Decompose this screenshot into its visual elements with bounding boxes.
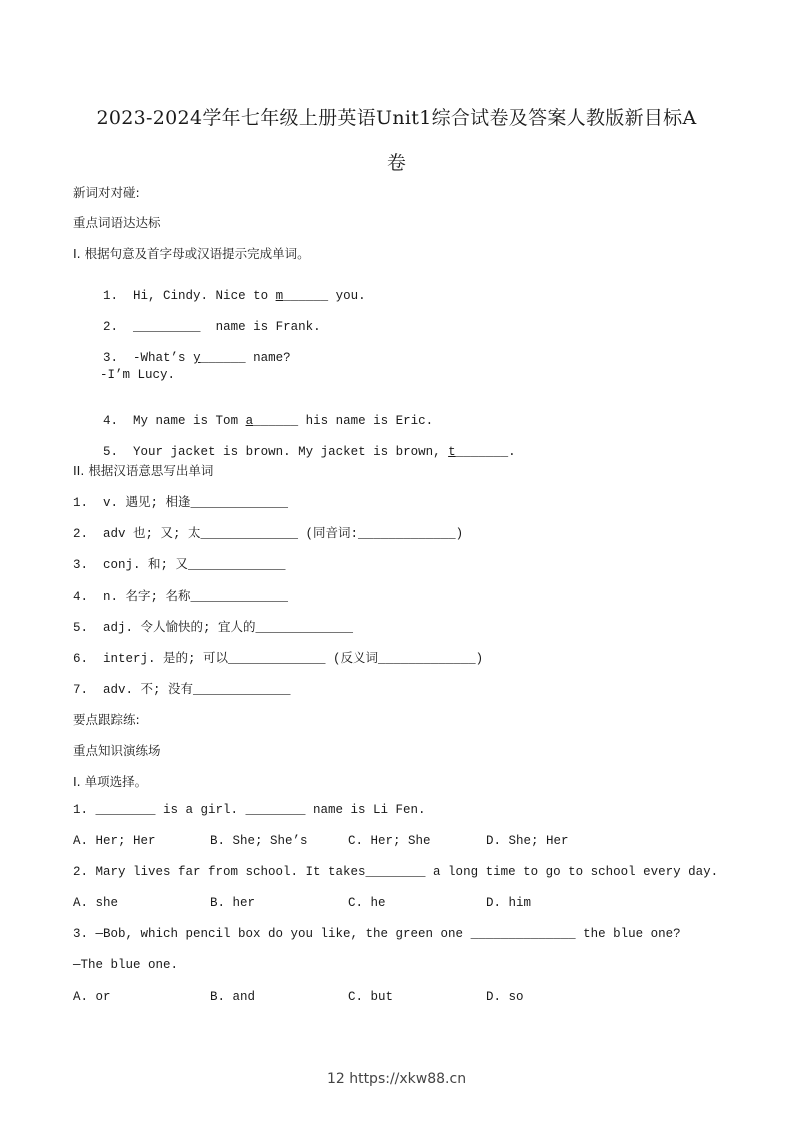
section-practice: 要点跟踪练:	[73, 712, 140, 727]
section-key-words: 重点词语达达标	[73, 215, 161, 230]
initial-letter-hint: a	[245, 414, 254, 428]
part2-item	[73, 679, 291, 697]
part2-item	[73, 586, 288, 604]
item-text: -What’s	[133, 351, 194, 365]
part2-item	[73, 648, 483, 666]
part2-item	[73, 617, 353, 635]
item-text: adj. 令人愉快的; 宜人的_____________	[103, 621, 354, 635]
item-text: Hi, Cindy. Nice to	[133, 289, 276, 303]
item-number: 4.	[73, 590, 89, 604]
answer-blank[interactable]: ______	[283, 289, 329, 303]
initial-letter-hint: y	[193, 351, 201, 365]
item-number: 4.	[103, 414, 119, 428]
question-stem: 3. —Bob, which pencil box do you like, the green one ______________ the blue one?	[73, 927, 681, 941]
section-new-words: 新词对对碰:	[73, 185, 140, 200]
item-number: 1.	[103, 289, 119, 303]
page-footer: 12 https://xkw88.cn	[326, 1071, 467, 1087]
section-knowledge: 重点知识演练场	[73, 743, 161, 758]
option-b[interactable]: B. She; She’s	[210, 834, 308, 848]
item-number: 3.	[73, 558, 89, 572]
document-title-line2: 卷	[386, 152, 407, 174]
question-stem: 1. ________ is a girl. ________ name is Li Fen.	[73, 803, 426, 817]
item-text: name?	[245, 351, 291, 365]
answer-blank[interactable]: ______	[200, 351, 246, 365]
item-text: you.	[328, 289, 366, 303]
part2-item	[73, 554, 286, 572]
item-number: 5.	[103, 445, 119, 459]
item-text: n. 名字; 名称_____________	[103, 590, 289, 604]
option-c[interactable]: C. he	[348, 896, 386, 910]
option-d[interactable]: D. She; Her	[486, 834, 569, 848]
initial-letter-hint: t	[448, 445, 456, 459]
question-stem: 2. Mary lives far from school. It takes________ a long time to go to school every day.	[73, 865, 719, 879]
item-text: v. 遇见; 相逢_____________	[103, 496, 289, 510]
item-number: 1.	[73, 496, 89, 510]
item-text: My name is Tom	[133, 414, 246, 428]
item-text: conj. 和; 又_____________	[103, 558, 286, 572]
part2-item	[73, 523, 463, 541]
initial-letter-hint: m	[275, 289, 284, 303]
document-title-line1: 2023-2024学年七年级上册英语Unit1综合试卷及答案人教版新目标A	[96, 107, 697, 129]
answer-blank[interactable]: _______	[455, 445, 509, 459]
item-number: 5.	[73, 621, 89, 635]
option-a[interactable]: A. or	[73, 990, 111, 1004]
answer-blank[interactable]: ______	[253, 414, 299, 428]
option-c[interactable]: C. Her; She	[348, 834, 431, 848]
item-number: 3.	[103, 351, 119, 365]
part2-heading: II. 根据汉语意思写出单词	[73, 463, 214, 478]
item-number: 2.	[73, 527, 89, 541]
item-number: 6.	[73, 652, 89, 666]
item-text: adv 也; 又; 太_____________ (同音词:_____________)	[103, 527, 464, 541]
part1-heading: I. 根据句意及首字母或汉语提示完成单词。	[73, 246, 310, 261]
answer-blank[interactable]: _________	[133, 320, 201, 334]
item-number: 2.	[103, 320, 119, 334]
item-text: .	[508, 445, 516, 459]
part3-heading: I. 单项选择。	[73, 774, 148, 789]
item-text: adv. 不; 没有_____________	[103, 683, 291, 697]
question-reply: —The blue one.	[73, 958, 179, 972]
item-text: his name is Eric.	[298, 414, 434, 428]
option-d[interactable]: D. so	[486, 990, 524, 1004]
part1-item-reply: -I’m Lucy.	[100, 368, 176, 382]
item-text: Your jacket is brown. My jacket is brown,	[133, 445, 449, 459]
item-text: name is Frank.	[200, 320, 321, 334]
option-a[interactable]: A. she	[73, 896, 119, 910]
option-a[interactable]: A. Her; Her	[73, 834, 156, 848]
option-b[interactable]: B. her	[210, 896, 256, 910]
item-number: 7.	[73, 683, 89, 697]
option-b[interactable]: B. and	[210, 990, 256, 1004]
option-d[interactable]: D. him	[486, 896, 532, 910]
option-c[interactable]: C. but	[348, 990, 394, 1004]
part2-item	[73, 492, 288, 510]
item-text: interj. 是的; 可以_____________ (反义词_____________)	[103, 652, 484, 666]
